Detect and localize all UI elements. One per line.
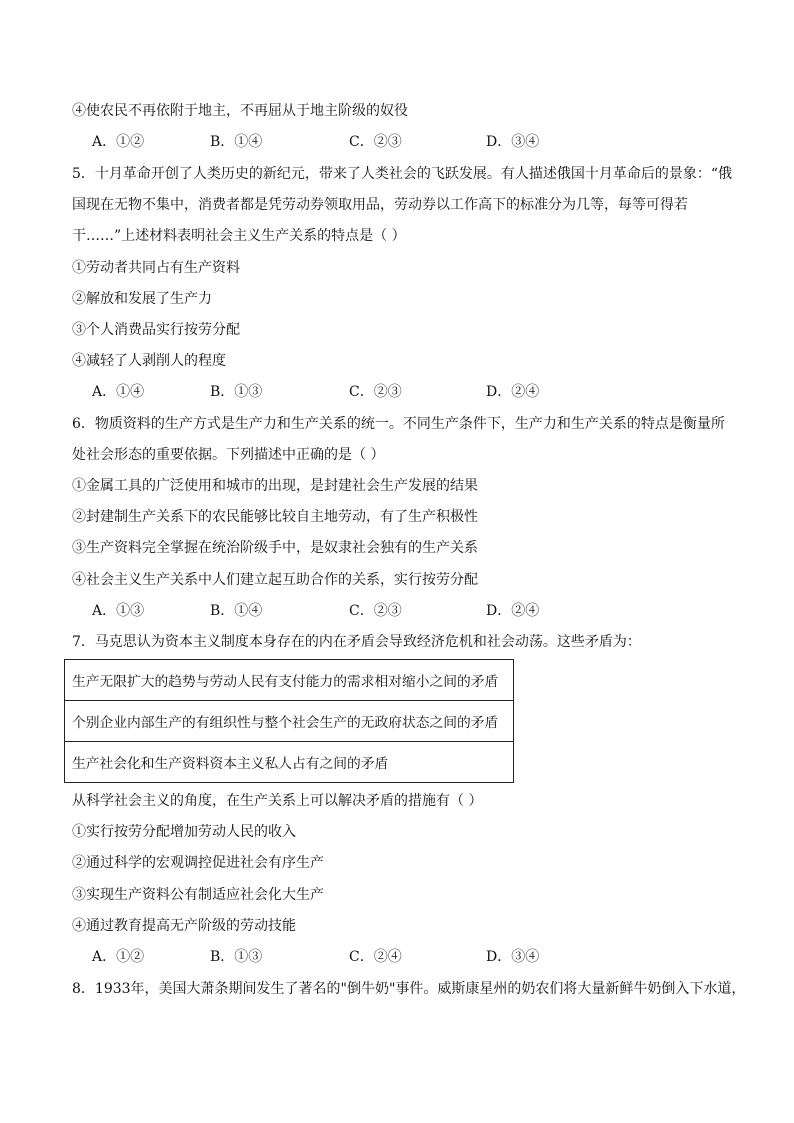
q5-option-1: ①劳动者共同占有生产资料 (72, 260, 240, 276)
q4-choice-b[interactable]: B．①④ (210, 134, 263, 150)
q5-option-4: ④减轻了人剥削人的程度 (72, 353, 226, 369)
q5-stem-line-3: 干……”上述材料表明社会主义生产关系的特点是（ ） (72, 228, 406, 244)
q6-option-4: ④社会主义生产关系中人们建立起互助合作的关系，实行按劳分配 (72, 572, 478, 588)
q7-contradictions-table (64, 659, 514, 783)
table-row (65, 660, 514, 701)
q6-stem-line-1: 6．物质资料的生产方式是生产力和生产关系的统一。不同生产条件下，生产力和生产关系的特点是衡量所 (72, 416, 725, 432)
q7-choice-a[interactable]: A．①② (92, 949, 145, 965)
table-row (65, 701, 514, 742)
q4-choice-d[interactable]: D．③④ (486, 134, 540, 150)
q5-choice-d[interactable]: D．②④ (486, 384, 540, 400)
q6-choice-a[interactable]: A．①③ (92, 603, 145, 619)
q6-choice-c[interactable]: C．②③ (349, 603, 402, 619)
q4-choice-c[interactable]: C．②③ (349, 134, 402, 150)
q5-choice-a[interactable]: A．①④ (92, 384, 145, 400)
q5-choice-b[interactable]: B．①③ (210, 384, 263, 400)
q7-stem-line-1: 7．马克思认为资本主义制度本身存在的内在矛盾会导致经济危机和社会动荡。这些矛盾为： (72, 634, 641, 650)
q7-contradiction-1: 生产无限扩大的趋势与劳动人民有支付能力的需求相对缩小之间的矛盾 (65, 660, 514, 701)
q6-option-1: ①金属工具的广泛使用和城市的出现，是封建社会生产发展的结果 (72, 478, 478, 494)
q7-choice-d[interactable]: D．③④ (486, 949, 540, 965)
q4-choice-a[interactable]: A．①② (92, 134, 145, 150)
q6-stem-line-2: 处社会形态的重要依据。下列描述中正确的是（ ） (72, 447, 385, 463)
q7-choice-c[interactable]: C．②④ (349, 949, 402, 965)
q7-option-4: ④通过教育提高无产阶级的劳动技能 (72, 918, 296, 934)
q6-choice-d[interactable]: D．②④ (486, 603, 540, 619)
q6-choice-b[interactable]: B．①④ (210, 603, 263, 619)
q6-option-3: ③生产资料完全掌握在统治阶级手中，是奴隶社会独有的生产关系 (72, 540, 478, 556)
q6-option-2: ②封建制生产关系下的农民能够比较自主地劳动，有了生产积极性 (72, 509, 478, 525)
q7-option-3: ③实现生产资料公有制适应社会化大生产 (72, 887, 324, 903)
q5-stem-line-1: 5．十月革命开创了人类历史的新纪元，带来了人类社会的飞跃发展。有人描述俄国十月革命后的景象：“俄 (72, 166, 733, 182)
q5-choice-c[interactable]: C．②③ (349, 384, 402, 400)
q5-option-2: ②解放和发展了生产力 (72, 291, 212, 307)
q4-option-4: ④使农民不再依附于地主，不再屈从于地主阶级的奴役 (72, 103, 408, 119)
q5-option-3: ③个人消费品实行按劳分配 (72, 322, 240, 338)
q7-contradiction-2: 个别企业内部生产的有组织性与整个社会生产的无政府状态之间的矛盾 (65, 701, 514, 742)
table-row (65, 742, 514, 783)
q7-option-2: ②通过科学的宏观调控促进社会有序生产 (72, 855, 324, 871)
q7-contradiction-3: 生产社会化和生产资料资本主义私人占有之间的矛盾 (65, 742, 514, 783)
q7-stem-line-2: 从科学社会主义的角度，在生产关系上可以解决矛盾的措施有（ ） (72, 793, 483, 809)
q8-stem-line-1: 8．1933年，美国大萧条期间发生了著名的"倒牛奶"事件。威斯康星州的奶农们将大量新鲜牛奶倒入下水道， (72, 981, 746, 997)
q7-choice-b[interactable]: B．①③ (210, 949, 263, 965)
q7-option-1: ①实行按劳分配增加劳动人民的收入 (72, 824, 296, 840)
q5-stem-line-2: 国现在无物不集中，消费者都是凭劳动券领取用品，劳动券以工作高下的标准分为几等，每等可得若 (72, 197, 688, 213)
